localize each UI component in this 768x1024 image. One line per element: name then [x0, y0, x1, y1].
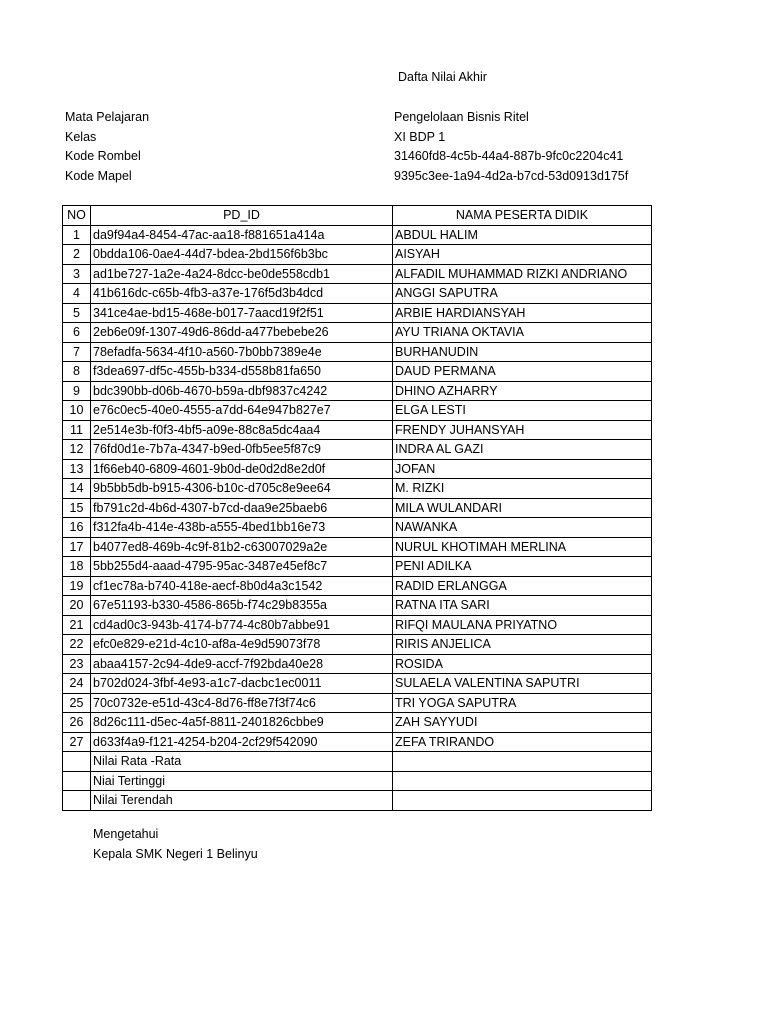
row-number: 14 — [63, 479, 91, 499]
table-row — [63, 557, 652, 577]
row-student-name: FRENDY JUHANSYAH — [393, 420, 652, 440]
table-row — [63, 596, 652, 616]
row-student-name: JOFAN — [393, 459, 652, 479]
summary-row — [63, 771, 652, 791]
row-number: 13 — [63, 459, 91, 479]
table-row — [63, 225, 652, 245]
row-student-name: ROSIDA — [393, 654, 652, 674]
row-student-name: AISYAH — [393, 245, 652, 265]
table-row — [63, 518, 652, 538]
row-pd-id: f312fa4b-414e-438b-a555-4bed1bb16e73 — [91, 518, 393, 538]
table-row — [63, 615, 652, 635]
row-number: 4 — [63, 284, 91, 304]
row-number: 21 — [63, 615, 91, 635]
table-row — [63, 693, 652, 713]
row-student-name: DAUD PERMANA — [393, 362, 652, 382]
row-pd-id: f3dea697-df5c-455b-b334-d558b81fa650 — [91, 362, 393, 382]
row-number: 10 — [63, 401, 91, 421]
row-pd-id: fb791c2d-4b6d-4307-b7cd-daa9e25baeb6 — [91, 498, 393, 518]
row-number: 12 — [63, 440, 91, 460]
row-number: 27 — [63, 732, 91, 752]
row-student-name: RADID ERLANGGA — [393, 576, 652, 596]
class-value: XI BDP 1 — [394, 129, 446, 144]
row-number: 20 — [63, 596, 91, 616]
table-row — [63, 303, 652, 323]
header-pd-id: PD_ID — [91, 206, 393, 226]
row-student-name: SULAELA VALENTINA SAPUTRI — [393, 674, 652, 694]
table-row — [63, 342, 652, 362]
table-row — [63, 401, 652, 421]
page-title: Dafta Nilai Akhir — [398, 70, 487, 84]
table-row — [63, 479, 652, 499]
row-number: 18 — [63, 557, 91, 577]
row-student-name: TRI YOGA SAPUTRA — [393, 693, 652, 713]
row-pd-id: 78efadfa-5634-4f10-a560-7b0bb7389e4e — [91, 342, 393, 362]
subject-value: Pengelolaan Bisnis Ritel — [394, 110, 529, 124]
summary-value — [393, 791, 652, 811]
row-number: 25 — [63, 693, 91, 713]
row-student-name: RIRIS ANJELICA — [393, 635, 652, 655]
grades-table — [62, 205, 652, 811]
acknowledgment-label: Mengetahui — [93, 827, 159, 841]
table-row — [63, 284, 652, 304]
table-row — [63, 420, 652, 440]
subject-label: Mata Pelajaran — [65, 110, 150, 124]
row-student-name: DHINO AZHARRY — [393, 381, 652, 401]
header-name: NAMA PESERTA DIDIK — [393, 206, 652, 226]
rombel-code-value: 31460fd8-4c5b-44a4-887b-9fc0c2204c41 — [394, 149, 624, 163]
row-pd-id: 70c0732e-e51d-43c4-8d76-ff8e7f3f74c6 — [91, 693, 393, 713]
row-number: 17 — [63, 537, 91, 557]
row-pd-id: d633f4a9-f121-4254-b204-2cf29f542090 — [91, 732, 393, 752]
row-student-name: ZAH SAYYUDI — [393, 713, 652, 733]
table-row — [63, 674, 652, 694]
summary-label: Nilai Rata -Rata — [91, 752, 393, 772]
row-student-name: M. RIZKI — [393, 479, 652, 499]
row-pd-id: 67e51193-b330-4586-865b-f74c29b8355a — [91, 596, 393, 616]
row-pd-id: 2e514e3b-f0f3-4bf5-a09e-88c8a5dc4aa4 — [91, 420, 393, 440]
summary-row — [63, 752, 652, 772]
rombel-code-label: Kode Rombel — [65, 149, 141, 163]
summary-empty-cell — [63, 752, 91, 772]
row-student-name: RIFQI MAULANA PRIYATNO — [393, 615, 652, 635]
table-row — [63, 459, 652, 479]
row-pd-id: 5bb255d4-aaad-4795-95ac-3487e45ef8c7 — [91, 557, 393, 577]
row-pd-id: 1f66eb40-6809-4601-9b0d-de0d2d8e2d0f — [91, 459, 393, 479]
row-number: 7 — [63, 342, 91, 362]
summary-empty-cell — [63, 771, 91, 791]
row-student-name: ELGA LESTI — [393, 401, 652, 421]
table-row — [63, 381, 652, 401]
summary-row — [63, 791, 652, 811]
table-row — [63, 713, 652, 733]
row-pd-id: b4077ed8-469b-4c9f-81b2-c63007029a2e — [91, 537, 393, 557]
row-number: 9 — [63, 381, 91, 401]
row-number: 15 — [63, 498, 91, 518]
table-body — [63, 225, 652, 810]
row-pd-id: cd4ad0c3-943b-4174-b774-4c80b7abbe91 — [91, 615, 393, 635]
header-no: NO — [63, 206, 91, 226]
row-student-name: ALFADIL MUHAMMAD RIZKI ANDRIANO — [393, 264, 652, 284]
row-number: 8 — [63, 362, 91, 382]
summary-value — [393, 771, 652, 791]
row-student-name: ARBIE HARDIANSYAH — [393, 303, 652, 323]
summary-label: Nilai Terendah — [91, 791, 393, 811]
table-row — [63, 732, 652, 752]
row-pd-id: e76c0ec5-40e0-4555-a7dd-64e947b827e7 — [91, 401, 393, 421]
summary-empty-cell — [63, 791, 91, 811]
row-number: 22 — [63, 635, 91, 655]
table-row — [63, 654, 652, 674]
principal-title: Kepala SMK Negeri 1 Belinyu — [93, 847, 258, 861]
row-student-name: NAWANKA — [393, 518, 652, 538]
table-header-row — [63, 206, 652, 226]
row-pd-id: 9b5bb5db-b915-4306-b10c-d705c8e9ee64 — [91, 479, 393, 499]
row-student-name: AYU TRIANA OKTAVIA — [393, 323, 652, 343]
row-number: 23 — [63, 654, 91, 674]
row-pd-id: 8d26c111-d5ec-4a5f-8811-2401826cbbe9 — [91, 713, 393, 733]
row-pd-id: 341ce4ae-bd15-468e-b017-7aacd19f2f51 — [91, 303, 393, 323]
row-student-name: ABDUL HALIM — [393, 225, 652, 245]
row-student-name: PENI ADILKA — [393, 557, 652, 577]
row-pd-id: 0bdda106-0ae4-44d7-bdea-2bd156f6b3bc — [91, 245, 393, 265]
row-pd-id: abaa4157-2c94-4de9-accf-7f92bda40e28 — [91, 654, 393, 674]
row-number: 26 — [63, 713, 91, 733]
row-student-name: RATNA ITA SARI — [393, 596, 652, 616]
table-row — [63, 264, 652, 284]
row-number: 2 — [63, 245, 91, 265]
row-number: 16 — [63, 518, 91, 538]
row-number: 1 — [63, 225, 91, 245]
row-pd-id: efc0e829-e21d-4c10-af8a-4e9d59073f78 — [91, 635, 393, 655]
row-number: 5 — [63, 303, 91, 323]
row-student-name: INDRA AL GAZI — [393, 440, 652, 460]
row-pd-id: cf1ec78a-b740-418e-aecf-8b0d4a3c1542 — [91, 576, 393, 596]
table-row — [63, 362, 652, 382]
row-number: 3 — [63, 264, 91, 284]
class-label: Kelas — [65, 129, 97, 144]
table-row — [63, 576, 652, 596]
row-student-name: NURUL KHOTIMAH MERLINA — [393, 537, 652, 557]
row-student-name: ZEFA TRIRANDO — [393, 732, 652, 752]
mapel-code-value: 9395c3ee-1a94-4d2a-b7cd-53d0913d175f — [394, 168, 629, 183]
table-row — [63, 635, 652, 655]
table-row — [63, 323, 652, 343]
summary-label: Niai Tertinggi — [91, 771, 393, 791]
row-student-name: ANGGI SAPUTRA — [393, 284, 652, 304]
table-row — [63, 537, 652, 557]
mapel-code-label: Kode Mapel — [65, 168, 132, 183]
row-pd-id: ad1be727-1a2e-4a24-8dcc-be0de558cdb1 — [91, 264, 393, 284]
row-pd-id: da9f94a4-8454-47ac-aa18-f881651a414a — [91, 225, 393, 245]
table-row — [63, 245, 652, 265]
row-number: 6 — [63, 323, 91, 343]
row-pd-id: b702d024-3fbf-4e93-a1c7-dacbc1ec0011 — [91, 674, 393, 694]
row-pd-id: bdc390bb-d06b-4670-b59a-dbf9837c4242 — [91, 381, 393, 401]
table-row — [63, 440, 652, 460]
row-number: 19 — [63, 576, 91, 596]
row-student-name: MILA WULANDARI — [393, 498, 652, 518]
table-row — [63, 498, 652, 518]
row-pd-id: 2eb6e09f-1307-49d6-86dd-a477bebebe26 — [91, 323, 393, 343]
row-student-name: BURHANUDIN — [393, 342, 652, 362]
row-number: 24 — [63, 674, 91, 694]
summary-value — [393, 752, 652, 772]
row-pd-id: 76fd0d1e-7b7a-4347-b9ed-0fb5ee5f87c9 — [91, 440, 393, 460]
row-pd-id: 41b616dc-c65b-4fb3-a37e-176f5d3b4dcd — [91, 284, 393, 304]
row-number: 11 — [63, 420, 91, 440]
